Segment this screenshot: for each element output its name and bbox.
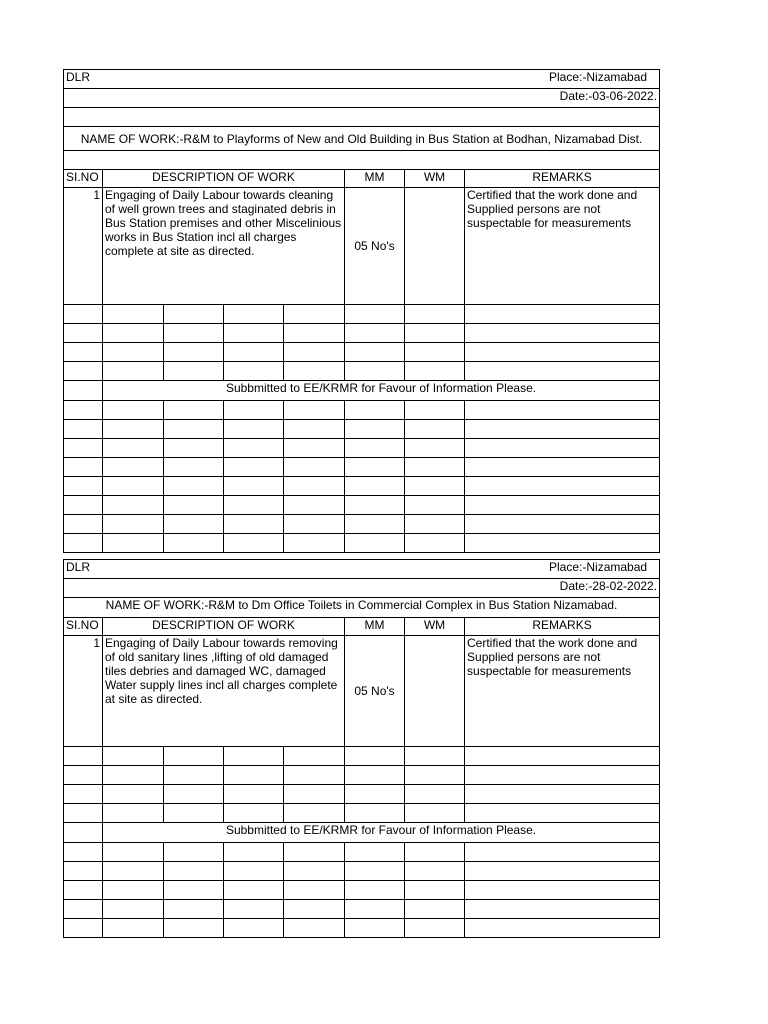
blank-cell (345, 515, 405, 534)
blank-cell (224, 496, 284, 515)
blank-cell (284, 420, 345, 439)
blank-cell (224, 785, 284, 804)
blank-cell (164, 439, 224, 458)
blank-cell (164, 305, 224, 324)
blank-cell (64, 439, 103, 458)
blank-cell (103, 919, 164, 938)
blank-cell (465, 324, 660, 343)
blank-cell (103, 496, 164, 515)
blank-cell (284, 401, 345, 420)
dlr-label: DLR (64, 70, 164, 89)
blank-cell (224, 324, 284, 343)
blank-cell (405, 420, 465, 439)
blank-cell (284, 843, 345, 862)
blank-cell (224, 862, 284, 881)
blank-cell (465, 496, 660, 515)
blank-cell (164, 919, 224, 938)
blank-cell (64, 458, 103, 477)
blank-cell (345, 534, 405, 553)
blank-cell (284, 785, 345, 804)
blank-cell (103, 785, 164, 804)
blank-cell (465, 804, 660, 823)
date-label: Date:-03-06-2022. (64, 89, 660, 108)
blank-cell (465, 862, 660, 881)
blank-cell (164, 785, 224, 804)
blank-cell (345, 881, 405, 900)
blank-cell (345, 862, 405, 881)
name-of-work: NAME OF WORK:-R&M to Playforms of New and Old Building in Bus Station at Bodhan, Nizamabad Dist. (64, 127, 660, 151)
blank-cell (64, 420, 103, 439)
blank-cell (465, 843, 660, 862)
blank-cell (224, 747, 284, 766)
blank-cell (465, 515, 660, 534)
blank-cell (103, 881, 164, 900)
blank-cell (103, 305, 164, 324)
blank-cell (345, 900, 405, 919)
blank-cell (405, 919, 465, 938)
blank-cell (164, 766, 224, 785)
blank-cell (345, 843, 405, 862)
blank-cell (64, 496, 103, 515)
blank-cell (345, 420, 405, 439)
header-sino: SI.NO (64, 618, 103, 636)
blank-cell (64, 766, 103, 785)
blank-cell (284, 862, 345, 881)
row-description: Engaging of Daily Labour towards cleaning of well grown trees and staginated debris in Bus Station premises and other Miscelinious works in Bus Station incl all charges complete at site as directed. (103, 188, 345, 305)
blank-cell (284, 804, 345, 823)
blank-cell (164, 496, 224, 515)
blank-cell (405, 343, 465, 362)
spacer-row (64, 108, 660, 127)
spacer-row (64, 151, 660, 170)
blank-cell (224, 534, 284, 553)
blank-cell (345, 362, 405, 381)
blank-cell (405, 362, 465, 381)
blank-cell (103, 515, 164, 534)
blank-cell (465, 477, 660, 496)
blank-cell (224, 919, 284, 938)
blank-cell (405, 401, 465, 420)
blank-cell (345, 305, 405, 324)
blank-cell (465, 305, 660, 324)
blank-cell (405, 881, 465, 900)
header-description: DESCRIPTION OF WORK (103, 170, 345, 188)
blank-cell (103, 862, 164, 881)
row-mm: 05 No's (345, 636, 405, 747)
header-remarks: REMARKS (465, 618, 660, 636)
submitted-note: Subbmitted to EE/KRMR for Favour of Information Please. (103, 381, 660, 401)
blank-cell (284, 362, 345, 381)
blank-cell (405, 324, 465, 343)
blank-cell (64, 862, 103, 881)
header-mm: MM (345, 170, 405, 188)
blank-cell (345, 439, 405, 458)
blank-cell (465, 747, 660, 766)
row-sino: 1 (64, 636, 103, 747)
blank-cell (284, 900, 345, 919)
row-wm (405, 636, 465, 747)
blank-cell (103, 843, 164, 862)
blank-cell (284, 305, 345, 324)
blank-cell (164, 362, 224, 381)
blank-cell (64, 515, 103, 534)
blank-cell (345, 458, 405, 477)
blank-cell (64, 804, 103, 823)
row-sino: 1 (64, 188, 103, 305)
header-remarks: REMARKS (465, 170, 660, 188)
blank-cell (465, 420, 660, 439)
blank-cell (284, 439, 345, 458)
blank-cell (224, 458, 284, 477)
blank-cell (164, 401, 224, 420)
blank-cell (465, 401, 660, 420)
blank-cell (284, 919, 345, 938)
blank-cell (224, 477, 284, 496)
blank-cell (164, 420, 224, 439)
blank-cell (64, 343, 103, 362)
row-mm: 05 No's (345, 188, 405, 305)
blank-cell (64, 843, 103, 862)
blank-cell (224, 305, 284, 324)
blank-cell (103, 401, 164, 420)
blank-cell (345, 785, 405, 804)
header-mm: MM (345, 618, 405, 636)
report-sheet-2 (63, 559, 660, 938)
blank-cell (164, 843, 224, 862)
blank-cell (405, 804, 465, 823)
blank-cell (103, 900, 164, 919)
date-label: Date:-28-02-2022. (64, 579, 660, 598)
blank-cell (284, 534, 345, 553)
blank-cell (224, 420, 284, 439)
blank-cell (465, 785, 660, 804)
blank-cell (345, 747, 405, 766)
blank-cell (103, 766, 164, 785)
blank-cell (164, 324, 224, 343)
blank-cell (224, 439, 284, 458)
blank-cell (64, 785, 103, 804)
blank-cell (405, 439, 465, 458)
blank-cell (405, 477, 465, 496)
blank-cell (405, 900, 465, 919)
blank-cell (284, 343, 345, 362)
blank-cell (345, 401, 405, 420)
blank-cell (284, 766, 345, 785)
row-remarks: Certified that the work done and Supplied persons are not suspectable for measurements (465, 636, 660, 747)
blank-cell (405, 862, 465, 881)
blank-cell (284, 515, 345, 534)
blank-cell (103, 534, 164, 553)
blank-cell (405, 843, 465, 862)
blank-cell (103, 439, 164, 458)
place-label: Place:-Nizamabad (549, 560, 648, 574)
blank-cell (284, 496, 345, 515)
blank-cell (103, 324, 164, 343)
blank-cell (164, 477, 224, 496)
blank-cell (465, 766, 660, 785)
blank-cell (64, 919, 103, 938)
blank-cell (224, 362, 284, 381)
row-description: Engaging of Daily Labour towards removing of old sanitary lines ,lifting of old damaged tiles debries and damaged WC, damaged Water supply lines incl all charges complete at site as directed. (103, 636, 345, 747)
blank-cell (405, 515, 465, 534)
submitted-note: Subbmitted to EE/KRMR for Favour of Information Please. (103, 823, 660, 843)
blank-cell (405, 305, 465, 324)
blank-cell (465, 439, 660, 458)
blank-cell (405, 534, 465, 553)
blank-cell (224, 343, 284, 362)
row-wm (405, 188, 465, 305)
blank-cell (224, 900, 284, 919)
blank-cell (405, 785, 465, 804)
blank-cell (345, 919, 405, 938)
blank-cell (224, 766, 284, 785)
blank-cell (103, 804, 164, 823)
blank-cell (345, 343, 405, 362)
blank-cell (465, 919, 660, 938)
blank-cell (103, 362, 164, 381)
blank-cell (103, 477, 164, 496)
blank-cell (224, 843, 284, 862)
header-wm: WM (405, 170, 465, 188)
report-sheet-1 (63, 69, 660, 553)
blank-cell (224, 804, 284, 823)
blank-cell (405, 747, 465, 766)
blank-cell (405, 766, 465, 785)
blank-cell (345, 477, 405, 496)
blank-cell (164, 804, 224, 823)
blank-cell (64, 477, 103, 496)
header-description: DESCRIPTION OF WORK (103, 618, 345, 636)
blank-cell (64, 362, 103, 381)
blank-cell (64, 747, 103, 766)
blank-cell (224, 881, 284, 900)
blank-cell (164, 458, 224, 477)
blank-cell (284, 458, 345, 477)
blank-cell (405, 458, 465, 477)
blank-cell (224, 401, 284, 420)
blank-cell (405, 496, 465, 515)
blank-cell (465, 881, 660, 900)
blank-cell (164, 862, 224, 881)
blank-cell (64, 534, 103, 553)
blank-cell (64, 305, 103, 324)
header-wm: WM (405, 618, 465, 636)
blank-cell (164, 343, 224, 362)
row-remarks: Certified that the work done and Supplied persons are not suspectable for measurements (465, 188, 660, 305)
blank-cell (64, 881, 103, 900)
blank-cell (465, 458, 660, 477)
blank-cell (345, 804, 405, 823)
blank-cell (103, 747, 164, 766)
place-label: Place:-Nizamabad (549, 70, 648, 84)
blank-cell (164, 534, 224, 553)
blank-cell (465, 534, 660, 553)
blank-cell (345, 766, 405, 785)
blank-cell (345, 324, 405, 343)
blank-cell (465, 900, 660, 919)
blank-cell (64, 401, 103, 420)
blank-cell (465, 343, 660, 362)
name-of-work: NAME OF WORK:-R&M to Dm Office Toilets in Commercial Complex in Bus Station Nizamabad. (64, 598, 660, 618)
dlr-label: DLR (64, 560, 164, 579)
blank-cell (103, 458, 164, 477)
blank-cell (284, 477, 345, 496)
blank-cell (103, 343, 164, 362)
blank-cell (284, 881, 345, 900)
blank-cell (284, 747, 345, 766)
blank-cell (465, 362, 660, 381)
blank-cell (345, 496, 405, 515)
blank-cell (164, 515, 224, 534)
blank-cell (64, 900, 103, 919)
blank-cell (64, 324, 103, 343)
blank-cell (164, 900, 224, 919)
header-sino: SI.NO (64, 170, 103, 188)
blank-cell (224, 515, 284, 534)
blank-cell (164, 747, 224, 766)
blank-cell (284, 324, 345, 343)
blank-cell (103, 420, 164, 439)
blank-cell (164, 881, 224, 900)
